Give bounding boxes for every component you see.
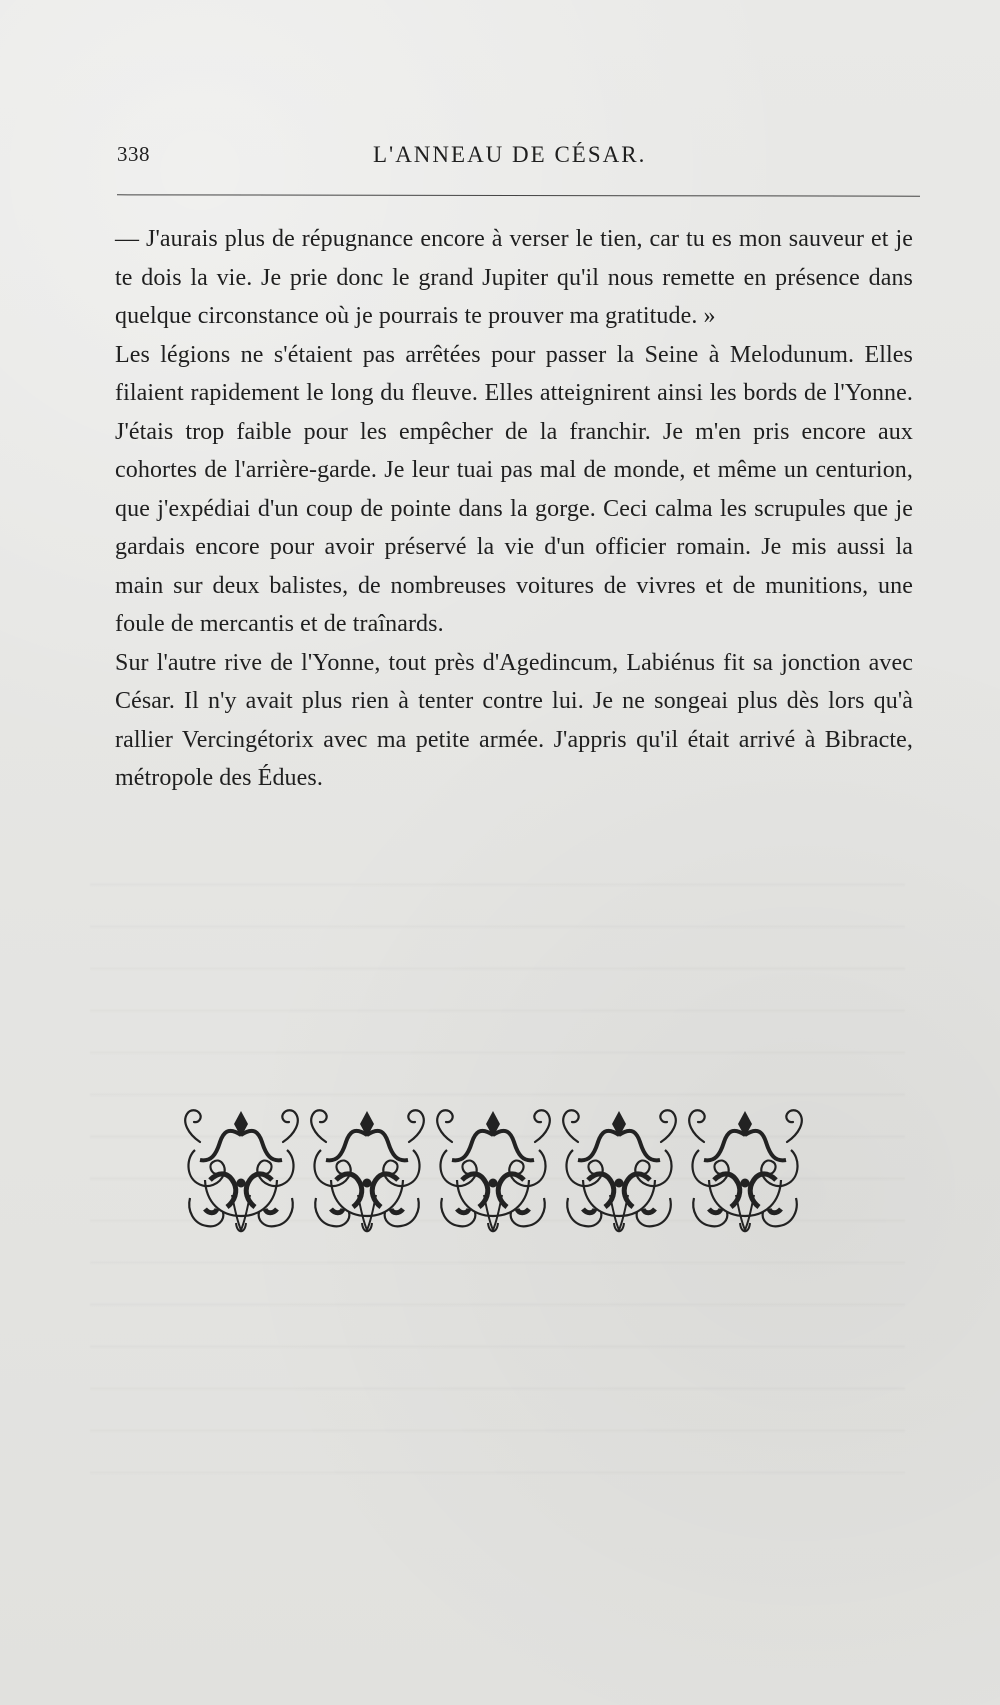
paragraph: Les légions ne s'étaient pas arrêtées pour passer la Seine à Melodunum. Elles filaient rapidement le long du fleuve. Elles atteignirent ainsi les bords de l'Yonne. J'étais trop faible pour les empêcher de la franchir. Je m'en pris encore aux cohortes de l'arrière-garde. Je leur tuai pas mal de monde, et même un centurion, que j'expédiai d'un coup de pointe dans la gorge. Ceci calma les scrupules que je gardais encore pour avoir préservé la vie d'un officier romain. Je mis aussi la main sur deux balistes, de nombreuses voitures de vivres et de munitions, une foule de mercantis et de traînards. bbox=[115, 341, 913, 637]
page-header bbox=[117, 136, 920, 178]
decorative-scroll-border-icon bbox=[180, 1098, 815, 1243]
header-rule bbox=[117, 194, 920, 196]
paragraph: Sur l'autre rive de l'Yonne, tout près d'Agedincum, Labiénus fit sa jonction avec César. Il n'y avait plus rien à tenter contre lui. Je ne songeai plus dès lors qu'à rallier Vercingétorix avec ma petite armée. J'appris qu'il était arrivé à Bibracte, métropole des Édues. bbox=[115, 649, 913, 791]
page-number: 338 bbox=[117, 142, 150, 166]
body-text bbox=[115, 220, 913, 798]
paragraph: — J'aurais plus de répugnance encore à verser le tien, car tu es mon sauveur et je te dois la vie. Je prie donc le grand Jupiter qu'il nous remette en présence dans quelque circonstance où je pourrais te prouver ma gratitude. » bbox=[115, 226, 913, 329]
running-title: L'ANNEAU DE CÉSAR. bbox=[373, 142, 647, 167]
